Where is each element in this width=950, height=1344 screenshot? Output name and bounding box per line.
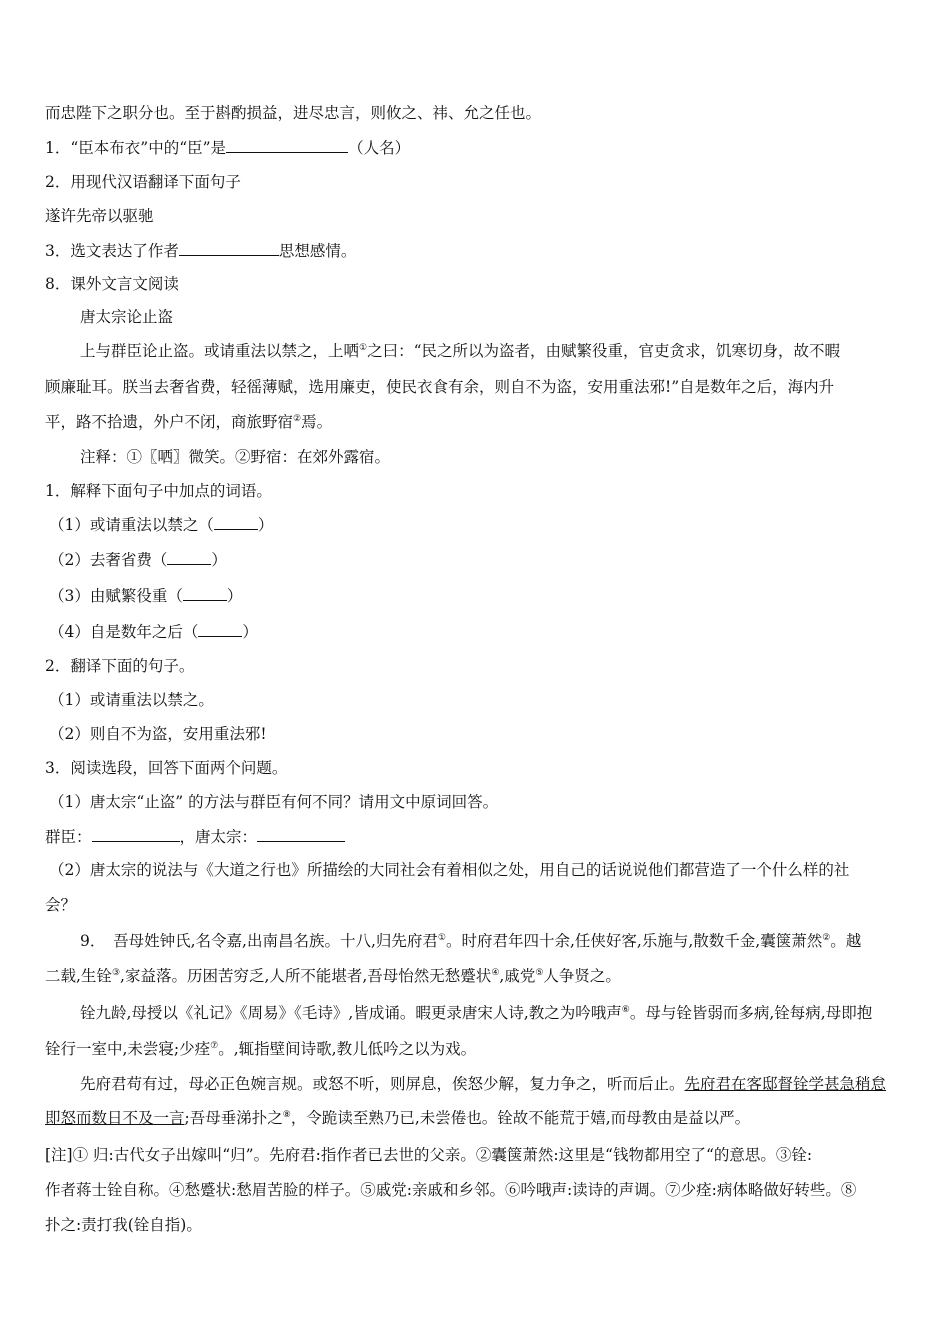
footnote-line bbox=[45, 1145, 907, 1165]
question-2 bbox=[45, 172, 907, 192]
passage-line bbox=[45, 1108, 907, 1128]
footnote-marker: ② bbox=[293, 413, 302, 424]
sub-question bbox=[49, 860, 907, 880]
sub-question bbox=[49, 514, 911, 535]
question-text: （2）则自不为盗，安用重法邪! bbox=[49, 725, 267, 743]
passage-text: 焉。 bbox=[301, 413, 333, 431]
question-text: （1）或请重法以禁之（ bbox=[49, 516, 214, 534]
answer-blank[interactable] bbox=[198, 621, 242, 637]
text-line bbox=[45, 103, 907, 123]
question-8-2 bbox=[45, 656, 907, 676]
question-text: 2．用现代汉语翻译下面句子 bbox=[45, 173, 241, 191]
passage-line bbox=[45, 966, 907, 986]
passage-text: 顾廉耻耳。朕当去奢省费，轻徭薄赋，选用廉吏，使民衣食有余，则自不为盗，安用重法邪!”自是数年之后，海内升 bbox=[45, 378, 835, 396]
question-text: ） bbox=[257, 516, 274, 534]
passage-text: 人争贤之。 bbox=[543, 967, 621, 985]
footnote-marker: ① bbox=[359, 342, 368, 353]
answer-blank[interactable] bbox=[226, 137, 348, 153]
passage-title bbox=[80, 307, 907, 327]
passage-line bbox=[45, 1039, 907, 1059]
question-text: （4）自是数年之后（ bbox=[49, 623, 199, 641]
passage-note bbox=[80, 447, 907, 467]
footnote-marker: ③ bbox=[111, 967, 121, 978]
passage-text: 。,辄指壁间诗歌,教儿低吟之以为戏。 bbox=[218, 1040, 477, 1058]
answer-blank[interactable] bbox=[214, 514, 258, 530]
sub-question bbox=[45, 895, 907, 915]
passage-text: ,戚党 bbox=[499, 967, 536, 985]
question-8-3 bbox=[45, 758, 907, 778]
passage-text: ,家益落。历困苦穷乏,人所不能堪者,吾母怡然无愁蹙状 bbox=[120, 967, 492, 985]
passage-text: 平，路不拾遗，外户不闭，商旅野宿 bbox=[45, 413, 294, 431]
footnote-marker: ④ bbox=[491, 967, 500, 978]
footnote-marker: ② bbox=[822, 932, 831, 943]
sub-question bbox=[49, 690, 911, 710]
note-text: [注]① 归:古代女子出嫁叫“归”。先府君:指作者已去世的父亲。②囊箧萧然:这里是“钱物都用空了“的意思。③铨: bbox=[45, 1146, 813, 1164]
passage-text: 上与群臣论止盗。或请重法以禁之，上哂 bbox=[80, 342, 360, 360]
section-8-heading bbox=[45, 274, 907, 294]
footnote-line bbox=[45, 1180, 907, 1200]
footnote-marker: ⑥ bbox=[621, 1004, 630, 1015]
answer-blank[interactable] bbox=[183, 585, 227, 601]
footnote-marker: ⑦ bbox=[210, 1040, 219, 1051]
answer-line bbox=[45, 826, 907, 847]
sentence-text: 遂许先帝以驱驰 bbox=[45, 207, 154, 225]
question-1 bbox=[45, 137, 907, 158]
question-text: ） bbox=[211, 551, 227, 569]
question-text: （1）唐太宗“止盗” 的方法与群臣有何不同？请用文中原词回答。 bbox=[49, 793, 499, 811]
footnote-marker: ⑧ bbox=[282, 1109, 291, 1120]
footnote-marker: ⑤ bbox=[535, 967, 544, 978]
passage-text: 。母与铨皆弱而多病,铨每病,母即抱 bbox=[629, 1004, 873, 1022]
section-heading: 8．课外文言文阅读 bbox=[45, 275, 179, 293]
question-text: 1．解释下面句子中加点的词语。 bbox=[45, 482, 272, 500]
question-text: （2）去奢省费（ bbox=[49, 551, 168, 569]
question-2-sentence bbox=[45, 206, 907, 226]
note-text: 注释：①〖哂〗微笑。②野宿：在郊外露宿。 bbox=[80, 448, 391, 466]
underlined-text: 先府君在客邸督铨学甚急稍怠 bbox=[684, 1075, 887, 1093]
sub-question bbox=[49, 585, 911, 606]
question-text: （2）唐太宗的说法与《大道之行也》所描绘的大同社会有着相似之处，用自己的话说说他们都营造了一个什么样的社 bbox=[49, 861, 850, 879]
passage-text: 铨九龄,母授以《礼记》《周易》《毛诗》,皆成诵。暇更录唐宋人诗,教之为吟哦声 bbox=[80, 1004, 622, 1022]
sub-question bbox=[49, 792, 911, 812]
passage-text: 9． 吾母姓钟氏,名令嘉,出南昌名族。十八,归先府君 bbox=[80, 932, 438, 950]
passage-text: ，令跪读至熟乃已,未尝倦也。铨故不能荒于嬉,而母教由是益以严。 bbox=[290, 1109, 751, 1127]
passage-text: 铨行一室中,未尝寝;少痊 bbox=[45, 1040, 211, 1058]
footnote-line bbox=[45, 1215, 907, 1235]
note-text: 作者蒋士铨自称。④愁蹙状:愁眉苦脸的样子。⑤戚党:亲戚和乡邻。⑥吟哦声:读诗的声调。⑦少痊:病体略做好转些。⑧ bbox=[45, 1181, 857, 1199]
passage-line bbox=[80, 1003, 907, 1023]
question-8-1 bbox=[45, 481, 907, 501]
passage-text: 。越 bbox=[830, 932, 862, 950]
question-text: 3．选文表达了作者 bbox=[45, 242, 179, 260]
question-3 bbox=[45, 240, 907, 261]
note-text: 扑之:责打我(铨自指)。 bbox=[45, 1216, 202, 1234]
sub-question bbox=[49, 549, 911, 570]
question-text: ，唐太宗： bbox=[179, 828, 258, 846]
question-text: （人名） bbox=[348, 139, 411, 157]
question-text: （1）或请重法以禁之。 bbox=[49, 691, 214, 709]
answer-blank[interactable] bbox=[257, 826, 345, 842]
passage-line bbox=[80, 341, 907, 361]
question-text: 会？ bbox=[45, 896, 77, 914]
underlined-text: 即怒而数日不及一言 bbox=[45, 1109, 185, 1127]
answer-blank[interactable] bbox=[92, 826, 180, 842]
passage-line bbox=[80, 1074, 907, 1094]
sub-question bbox=[49, 724, 911, 744]
question-text: （3）由赋繁役重（ bbox=[49, 587, 183, 605]
question-text: ） bbox=[226, 587, 243, 605]
passage-text: 之曰：“民之所以为盗者，由赋繁役重，官吏贪求，饥寒切身，故不暇 bbox=[367, 342, 841, 360]
question-text: 3．阅读选段，回答下面两个问题。 bbox=[45, 759, 288, 777]
footnote-marker: ① bbox=[437, 932, 446, 943]
passage-text: 。时府君年四十余,任侠好客,乐施与,散数千金,囊箧萧然 bbox=[445, 932, 823, 950]
answer-blank[interactable] bbox=[179, 240, 279, 256]
passage-line bbox=[45, 377, 907, 397]
question-text: 2．翻译下面的句子。 bbox=[45, 657, 195, 675]
passage-line bbox=[45, 412, 907, 432]
passage-text: 先府君苟有过，母必正色婉言规。或怒不听，则屏息，俟怒少解，复力争之，听而后止。 bbox=[80, 1075, 685, 1093]
question-text: ） bbox=[242, 623, 258, 641]
question-text: 群臣： bbox=[45, 828, 92, 846]
sub-question bbox=[49, 621, 911, 642]
question-text: 1．“臣本布衣”中的“臣”是 bbox=[45, 139, 227, 157]
passage-text: ;吾母垂涕扑之 bbox=[184, 1109, 283, 1127]
passage-text: 而忠陛下之职分也。至于斟酌损益，进尽忠言，则攸之、祎、允之任也。 bbox=[45, 104, 542, 122]
answer-blank[interactable] bbox=[167, 549, 211, 565]
passage-text: 二载,生铨 bbox=[45, 967, 112, 985]
passage-line bbox=[80, 931, 907, 951]
passage-title-text: 唐太宗论止盗 bbox=[80, 308, 174, 326]
question-text: 思想感情。 bbox=[278, 242, 357, 260]
